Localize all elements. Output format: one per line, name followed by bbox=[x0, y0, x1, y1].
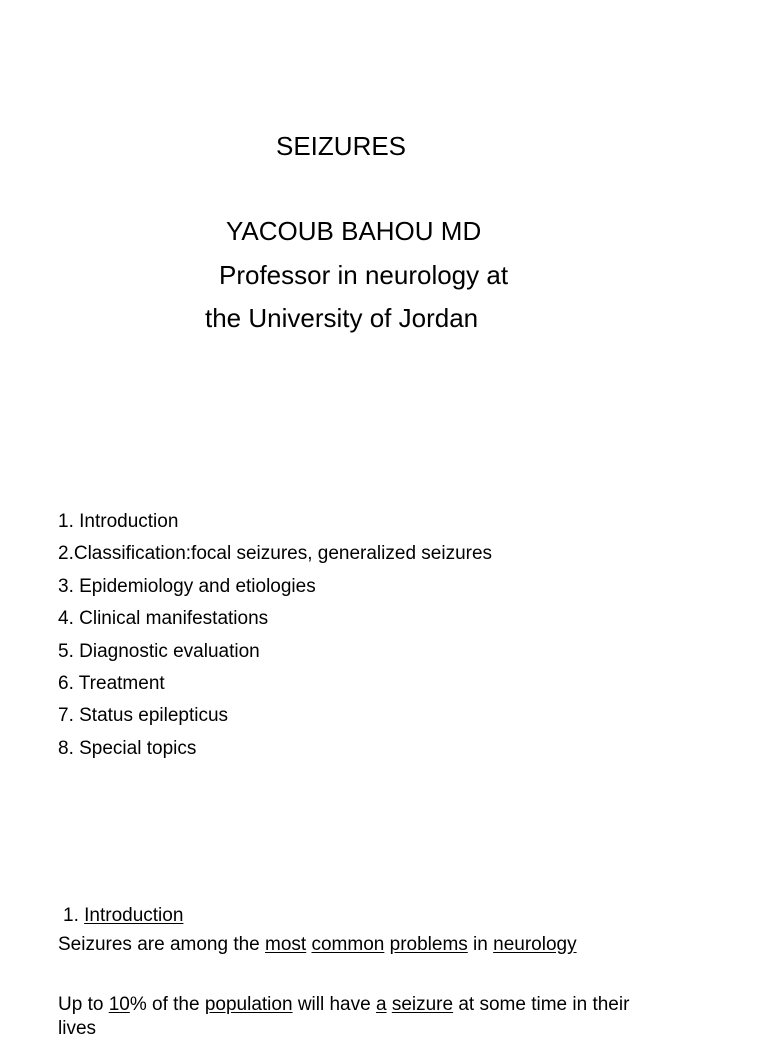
underlined-word: problems bbox=[389, 934, 468, 955]
underlined-word: 10 bbox=[108, 994, 130, 1015]
toc-item: 2.Classification:focal seizures, generalized seizures bbox=[58, 543, 493, 565]
toc-item: 5. Diagnostic evaluation bbox=[58, 640, 260, 662]
text-run: will have bbox=[292, 994, 376, 1015]
toc-item: 3. Epidemiology and etiologies bbox=[58, 575, 316, 597]
underlined-word: a bbox=[375, 994, 387, 1015]
section-heading-introduction bbox=[63, 904, 183, 928]
toc-item: 7. Status epilepticus bbox=[58, 705, 229, 727]
toc-item: 8. Special topics bbox=[58, 737, 197, 759]
underlined-word: neurology bbox=[493, 934, 577, 955]
underlined-word: population bbox=[204, 994, 293, 1015]
author-affiliation: the University of Jordan bbox=[205, 303, 479, 333]
section-number: 1. bbox=[63, 905, 85, 926]
text-run: Up to bbox=[58, 994, 109, 1015]
intro-paragraph-2-continuation: lives bbox=[58, 1018, 97, 1039]
underlined-word: most bbox=[265, 934, 307, 955]
text-run: Seizures are among the bbox=[58, 934, 266, 955]
text-run: % of the bbox=[129, 994, 205, 1015]
underlined-word: seizure bbox=[391, 994, 454, 1015]
section-heading-text: Introduction bbox=[84, 905, 184, 926]
text-run: in bbox=[467, 934, 494, 955]
table-of-contents bbox=[58, 510, 492, 769]
author-name: YACOUB BAHOU MD bbox=[226, 216, 482, 246]
toc-item: 6. Treatment bbox=[58, 672, 165, 694]
author-position: Professor in neurology at bbox=[219, 260, 509, 290]
underlined-word: common bbox=[311, 934, 385, 955]
toc-item: 4. Clinical manifestations bbox=[58, 608, 269, 630]
text-run: at some time in their bbox=[453, 994, 630, 1015]
toc-item: 1. Introduction bbox=[58, 511, 179, 532]
document-title: SEIZURES bbox=[276, 131, 407, 161]
intro-paragraph-1 bbox=[58, 933, 577, 957]
intro-paragraph-2 bbox=[58, 993, 629, 1017]
